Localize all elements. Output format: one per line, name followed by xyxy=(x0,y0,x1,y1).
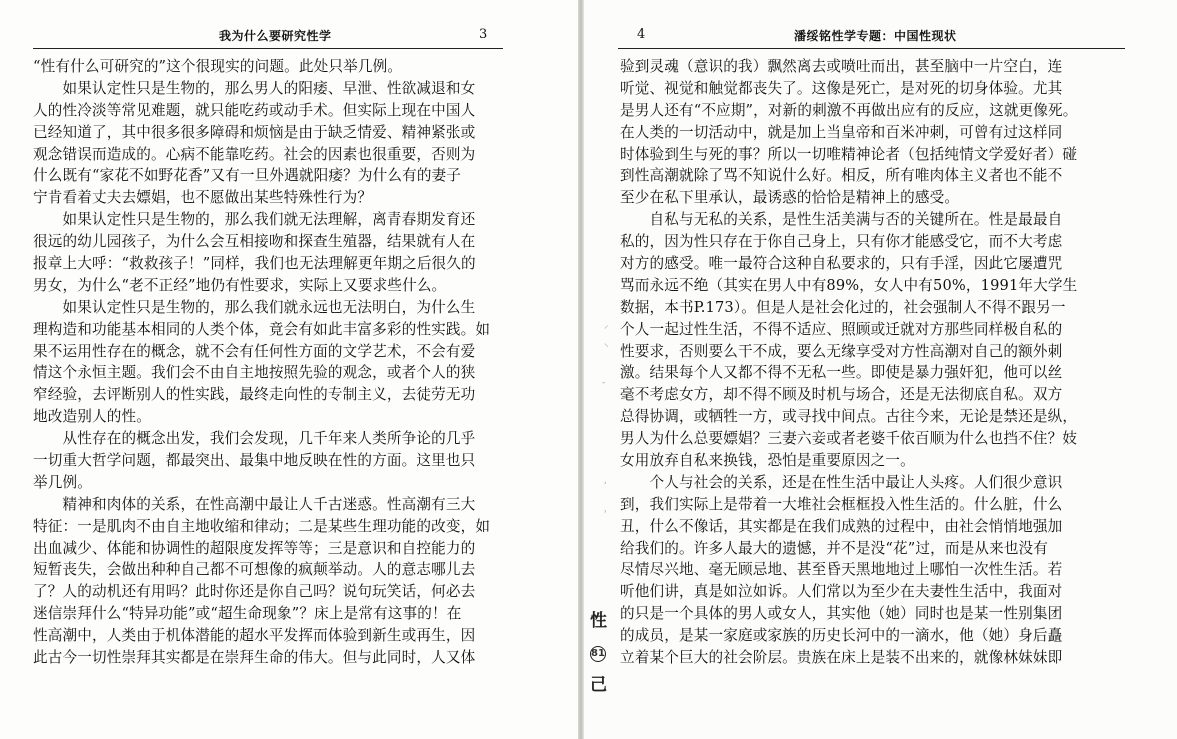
text-line: 验到灵魂（意识的我）飘然离去或喷吐而出，甚至脑中一片空白，连 xyxy=(620,58,1063,75)
right-page-header xyxy=(584,27,1177,45)
margin-mark: ⸝ xyxy=(604,321,609,331)
text-line: 已经知道了，其中很多很多障碍和烦恼是由于缺乏情爱、精神紧张或 xyxy=(33,123,476,141)
text-line: 迷信崇拜什么“特异功能”或“超生命现象”？床上是常有这事的！在 xyxy=(33,605,462,623)
margin-circled-number: 81 xyxy=(590,646,606,662)
text-line: 如果认定性只是生物的，那么男人的阳痿、早泄、性欲减退和女 xyxy=(33,79,476,97)
margin-mark: ʾ xyxy=(604,510,607,520)
text-line: 到性高潮就除了骂不知说什么好。相反，所有唯肉体主义者也不能不 xyxy=(620,167,1063,185)
text-line: 宁肯看着丈夫去嫖娼，也不愿做出某些特殊性行为？ xyxy=(33,189,373,207)
text-line: 时体验到生与死的事？所以一切唯精神论者（包括纯情文学爱好者）碰 xyxy=(620,145,1078,163)
margin-char-ji: 己 xyxy=(590,675,607,695)
text-line: 地改造别人的性。 xyxy=(33,408,151,426)
text-line: 立着某个巨大的社会阶层。贵族在床上是装不出来的，就像林妹妹即 xyxy=(620,649,1063,667)
text-line: 窄经验，去评断别人的性实践，最终走向性的专制主义，去徒劳无功 xyxy=(33,386,476,404)
text-line: 的只是一个具体的男人或女人，其实他（她）同时也是某一性别集团 xyxy=(620,605,1063,623)
text-line: 男人为什么总要嫖娼？三妻六妾或者老婆千依百顺为什么也挡不住？妓 xyxy=(620,430,1078,448)
text-line: 到，我们实际上是带着一大堆社会框框投入性生活的。什么脏，什么 xyxy=(620,495,1063,513)
text-line: 自私与无私的关系，是性生活美满与否的关键所在。性是最最自 xyxy=(620,211,1063,229)
text-line: 性要求，否则要么干不成，要么无缘享受对方性高潮对自己的额外刺 xyxy=(620,342,1063,360)
text-line: 很远的幼儿园孩子，为什么会互相接吻和探查生殖器，结果就有人在 xyxy=(33,233,476,251)
text-line: 从性存在的概念出发，我们会发现，几千年来人类所争论的几乎 xyxy=(33,430,476,448)
text-line: 一切重大哲学问题，都最突出、最集中地反映在性的方面。这里也只 xyxy=(33,452,476,470)
text-line: 毫不考虑女方，却不得不顾及时机与场合，还是无法彻底自私。双方 xyxy=(620,386,1063,404)
text-line: 在人类的一切活动中，就是加上当皇帝和百米冲刺，可曾有过这样同 xyxy=(620,123,1063,141)
text-line: 骂而永远不绝（其实在男人中有89%，女人中有50%，1991年大学生 xyxy=(620,276,1078,294)
text-line: 个人与社会的关系，还是在性生活中最让人头疼。人们很少意识 xyxy=(620,473,1063,491)
text-line: 对方的感受。唯一最符合这种自私要求的，只有手淫，因此它屡遭咒 xyxy=(620,255,1063,273)
text-line: 是男人还有“不应期”，对新的刺激不再做出应有的反应，这就更像死。 xyxy=(620,101,1078,119)
right-page-number: 4 xyxy=(637,27,646,42)
right-header-rule xyxy=(618,48,1125,49)
text-line: 激。结果每个人又都不得不无私一些。即使是暴力强奸犯，他可以丝 xyxy=(620,364,1063,382)
left-header-title: 我为什么要研究性学 xyxy=(219,29,332,43)
text-line: 情这个永恒主题。我们会不由自主地按照先验的观念，或者个人的狭 xyxy=(33,364,476,382)
text-line: 男女，为什么“老不正经”地仍有性要求，实际上又要求些什么。 xyxy=(33,276,447,294)
text-line: 如果认定性只是生物的，那么我们就无法理解，离青春期发育还 xyxy=(33,211,476,229)
text-line: 听他们讲，真是如泣如诉。人们常以为至少在夫妻性生活中，我面对 xyxy=(620,583,1063,601)
text-line: 尽情尽兴地、毫无顾忌地、甚至昏天黑地地过上哪怕一次性生活。若 xyxy=(620,561,1063,579)
text-line: 私的，因为性只存在于你自己身上，只有你才能感受它，而不大考虑 xyxy=(620,233,1063,251)
right-page xyxy=(584,0,1177,739)
text-line: 精神和肉体的关系，在性高潮中最让人千古迷惑。性高潮有三大 xyxy=(33,495,476,513)
text-line: 听觉、视觉和触觉都丧失了。这像是死亡，是对死的切身体验。尤其 xyxy=(620,79,1063,97)
left-header-rule xyxy=(33,48,503,49)
text-line: 此古今一切性崇拜其实都是在崇拜生命的伟大。但与此同时，人又体 xyxy=(33,649,476,667)
text-line: 性高潮中，人类由于机体潜能的超水平发挥而体验到新生或再生，因 xyxy=(33,627,476,645)
text-line: 个人一起过性生活，不得不适应、照顾或迁就对方那些同样极自私的 xyxy=(620,320,1063,338)
text-line: 丑，什么不像话，其实都是在我们成熟的过程中，由社会悄悄地强加 xyxy=(620,517,1063,535)
margin-char-xing: 性 xyxy=(590,611,607,631)
left-page-number: 3 xyxy=(479,27,488,42)
text-line: 的成员，是某一家庭或家族的历史长河中的一滴水，他（她）身后矗 xyxy=(620,627,1063,645)
text-line: 女用放弃自私来换钱，恐怕是重要原因之一。 xyxy=(620,452,915,470)
text-line: 数据，本书P.173）。但是人是社会化过的，社会强制人不得不跟另一 xyxy=(620,298,1066,316)
text-line: 出血减少、体能和协调性的超限度发挥等等；三是意识和自控能力的 xyxy=(33,539,476,557)
text-line: 什么既有“家花不如野花香”又有一旦外遇就阳痿？为什么有的妻子 xyxy=(33,167,462,185)
margin-mark: ⸜ xyxy=(604,339,609,349)
right-header-title: 潘绥铭性学专题：中国性现状 xyxy=(794,29,957,43)
text-line: “性有什么可研究的”这个很现实的问题。此处只举几例。 xyxy=(33,58,403,75)
text-line: 果不运用性存在的概念，就不会有任何性方面的文学艺术，不会有爱 xyxy=(33,342,476,360)
margin-mark: - xyxy=(602,378,606,388)
text-line: 理构造和功能基本相同的人类个体，竟会有如此丰富多彩的性实践。如 xyxy=(33,320,491,338)
margin-mark: ʹ xyxy=(604,482,607,492)
text-line: 特征：一是肌肉不由自主地收缩和律动；二是某些生理功能的改变，如 xyxy=(33,517,491,535)
text-line: 人的性冷淡等常见难题，就只能吃药或动手术。但实际上现在中国人 xyxy=(33,101,476,119)
text-line: 至少在私下里承认，最诱惑的恰恰是精神上的感受。 xyxy=(620,189,960,207)
text-line: 观念错误而造成的。心病不能靠吃药。社会的因素也很重要，否则为 xyxy=(33,145,476,163)
right-page-body xyxy=(620,56,1130,669)
left-page-header xyxy=(0,27,578,45)
text-line: 如果认定性只是生物的，那么我们就永远也无法明白，为什么生 xyxy=(33,298,476,316)
text-line: 给我们的。许多人最大的遗憾，并不是没“花”过，而是从来也没有 xyxy=(620,539,1049,557)
text-line: 了？人的动机还有用吗？此时你还是你自己吗？说句玩笑话，何必去 xyxy=(33,583,476,601)
text-line: 短暂丧失，会做出种种自己都不可想像的疯颠举动。人的意志哪儿去 xyxy=(33,561,476,579)
left-page-body xyxy=(33,56,505,669)
text-line: 报章上大呼：“救救孩子！”同样，我们也无法理解更年期之后很久的 xyxy=(33,255,476,273)
left-page xyxy=(0,0,578,739)
text-line: 举几例。 xyxy=(33,473,92,491)
text-line: 总得协调，或牺牲一方，或寻找中间点。古往今来，无论是禁还是纵， xyxy=(620,408,1078,426)
